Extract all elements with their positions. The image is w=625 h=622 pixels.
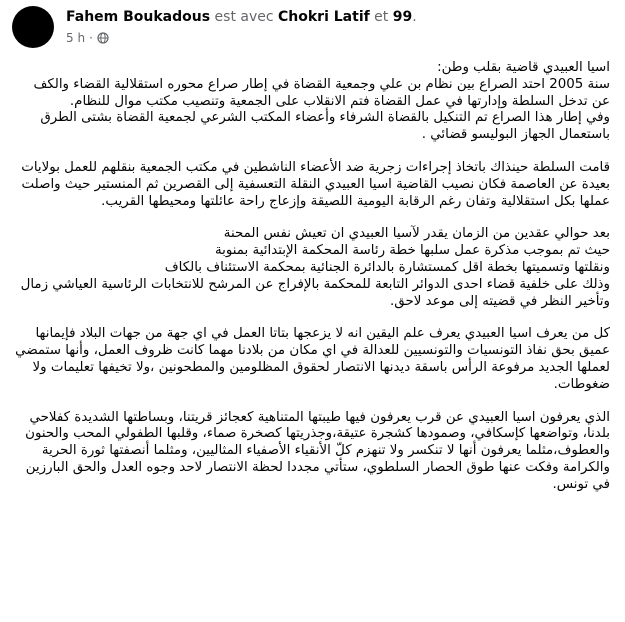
post-paragraph-4: كل من يعرف اسيا العبيدي يعرف علم اليقين انه لا يزعجها بتاتا العمل في اي جهة من جهات البلاد فإيمانها عميق بحق نفاذ التونسيات والتونسيين للعدالة في اي مكان من بلادنا مهما كانت ظروف العمل، وأنها ستمضي لعملها الجديد مرفوعة الرأس باسقة ديدنها الانتصار لحقوق المظلومين والمطحونين ،ولا تخيفها تعليمات ولا ضغوطات. <box>15 326 610 392</box>
post-time[interactable]: 5 h <box>66 31 86 45</box>
with-connector: est avec <box>214 9 274 25</box>
post-paragraph-5: الذي يعرفون اسيا العبيدي عن قرب يعرفون فيها طيبتها المتناهية كعجائز قريتنا، وبساطتها الشديدة كفلاحي بلدنا، وتواضعها كإسكافي، وصمودها كشجرة عتيقة،وجذريتها كصخرة صماء، وقلبها الطفولي المحب والحنون والعطوف،مثلما يعرفون أنها لا تنكسر ولا تنهزم كلّ الأنقياء الأصفياء المثاليين، ومثلما أنصفتها ثورة الحرية والكرامة وفكت عنها طوق الحصار السلطوي، ستأتي مجددا لحظة الانتصار لاحد وجوه العدل والحق البارزين في تونس. <box>25 409 610 492</box>
post-paragraph-3: بعد حوالي عقدين من الزمان يقدر لآسيا العبيدي ان تعيش نفس المحنة حيث تم بموجب مذكرة عمل سلبها خطة رئاسة المحكمة الإبتدائية بمنوبة ونقلتها وتسميتها بخطة اقل كمستشارة بالدائرة الجنائية بمحكمة الاستئناف بالكاف وذلك على خلفية قضاء احدى الدوائر التابعة للمحكمة بالإفراج عن المرشح للانتخابات الرئاسية العياشي زمال وتأخير النظر في قضيته إلى موعد لاحق. <box>20 226 610 309</box>
tagged-person[interactable]: Chokri Latif <box>278 9 370 25</box>
paragraph-gap <box>14 394 610 410</box>
end-punct: . <box>412 9 417 25</box>
post-meta <box>66 30 612 46</box>
paragraph-gap <box>14 310 610 326</box>
others-count[interactable]: 99 <box>392 9 413 25</box>
avatar[interactable] <box>12 6 54 48</box>
paragraph-gap <box>14 144 610 160</box>
post-body <box>14 60 610 494</box>
and-word: et <box>374 9 389 25</box>
header-text <box>66 8 612 46</box>
post-paragraph-2: قامت السلطة حينذاك باتخاذ إجراءات زجرية ضد الأعضاء الناشطين في مكتب الجمعية بنقلهم للعمل بولايات بعيدة عن العاصمة فكان نصيب القاضية اسيا العبيدي النقلة التعسفية إلى القصرين ثم المنستير حيث واصلت عملها بكل استقلالية وتفان رغم الرقابة اليومية اللصيقة وإزعاج راحة عائلتها ومحيطها القريب. <box>21 159 610 209</box>
author-line <box>66 8 612 26</box>
meta-dot: · <box>89 31 93 45</box>
post-header <box>12 6 612 52</box>
post-paragraph-1: اسيا العبيدي قاضية بقلب وطن: سنة 2005 احتد الصراع بين نظام بن علي وجمعية القضاة في إطار صراع محوره استقلالية القضاء والكف عن تدخل السلطة وإدارتها في عمل القضاة فتم الانقلاب على الجمعية وتنصيب مكتب موال للنظام. وفي إطار هذا الصراع تم التنكيل بالقضاة الشرفاء وأعضاء المكتب الشرعي لجمعية القضاة بشتى الطرق باستعمال الجهاز البوليسو قضائي . <box>33 60 610 143</box>
author-name[interactable]: Fahem Boukadous <box>66 9 211 25</box>
paragraph-gap <box>14 210 610 226</box>
globe-icon[interactable] <box>97 32 109 44</box>
